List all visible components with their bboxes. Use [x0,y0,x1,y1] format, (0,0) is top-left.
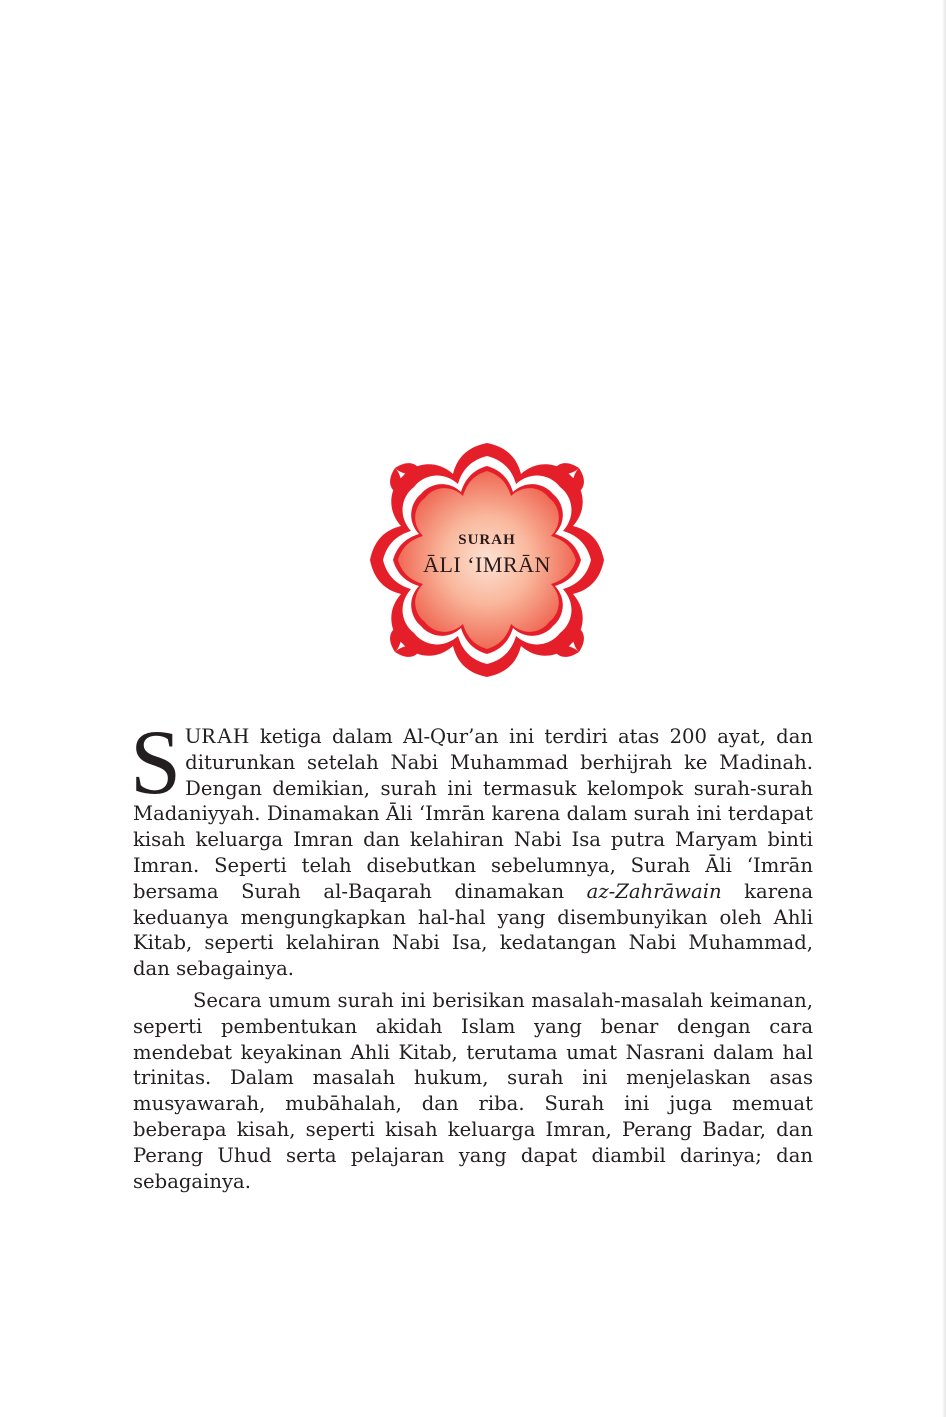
paragraph-text: karena keduanya mengungkapkan hal-hal yang disembunyikan oleh Ahli Kitab, seperti kelahiran Nabi Isa, kedatangan Nabi Muhammad, dan sebagainya. [133,879,813,981]
surah-label: SURAH [458,532,516,548]
page-edge [942,0,946,1417]
emblem-text [367,440,607,680]
lead-caps: URAH [185,723,250,748]
surah-emblem [367,440,607,680]
surah-title: ĀLI ‘IMRĀN [423,552,551,577]
intro-paragraph-2: Secara umum surah ini berisikan masalah-masalah keimanan, seperti pembentukan akidah Islam yang benar dengan cara mendebat keyakinan Ahli Kitab, terutama umat Nasrani dalam hal trinitas. Dalam masalah hukum, surah ini menjelaskan asas musyawarah, mubāhalah, dan riba. Surah ini juga memuat beberapa kisah, seperti kisah keluarga Imran, Perang Badar, dan Perang Uhud serta pelajaran yang dapat diambil darinya; dan sebagainya. [133,988,813,1193]
chapter-intro [130,711,813,1194]
intro-paragraph-1 [130,711,813,982]
italic-term: az-Zahrāwain [586,879,722,903]
paragraph-text: ketiga dalam Al-Qur’an ini terdiri atas 200 ayat, dan diturunkan setelah Nabi Muhammad berhijrah ke Madinah. Dengan demikian, surah ini termasuk kelompok surah-surah Madaniyyah. Dinamakan Āli ‘Imrān karena dalam surah ini terdapat kisah keluarga Imran dan kelahiran Nabi Isa putra Maryam binti Imran. Seperti telah disebutkan sebelumnya, Surah Āli ‘Imrān bersama Surah al-Baqarah dinamakan [133,725,813,903]
drop-cap: S [130,711,182,813]
